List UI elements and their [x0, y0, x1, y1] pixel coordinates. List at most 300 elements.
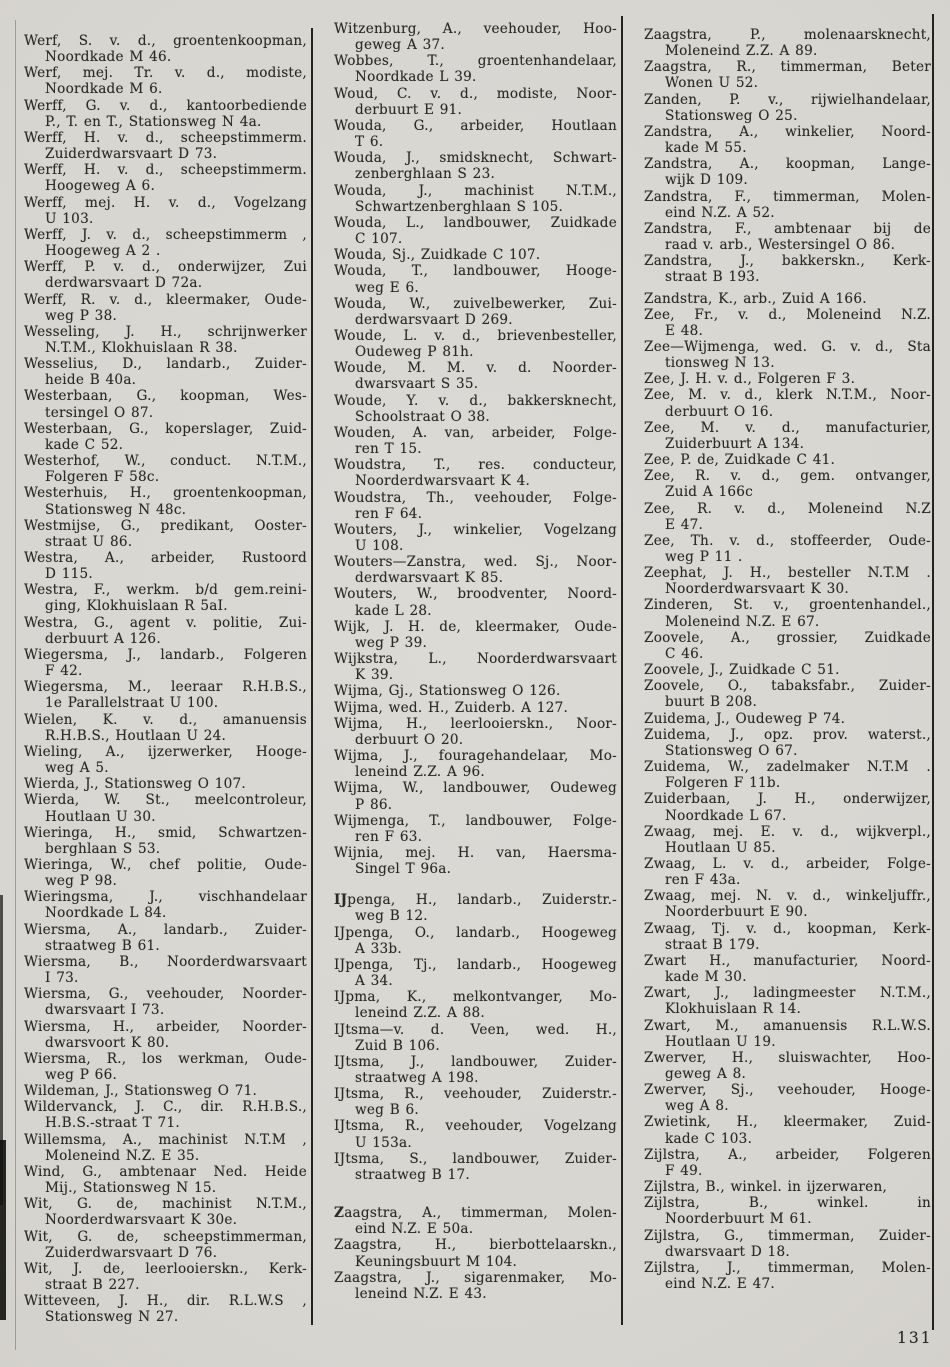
directory-entry — [334, 683, 617, 699]
entry-line: Werff, J. v. d., scheepstimmerm , — [24, 226, 307, 243]
entry-line: E 48. — [665, 322, 704, 339]
directory-entry — [24, 65, 307, 97]
entry-line: Witteveen, J. H., dir. R.L.W.S , — [24, 1293, 307, 1310]
directory-entry — [334, 360, 617, 392]
entry-line: Woude, L. v. d., brievenbesteller, — [334, 327, 617, 344]
directory-entry — [644, 662, 931, 678]
entry-line: Zandstra, F., ambtenaar bij de — [644, 220, 931, 237]
directory-entry — [644, 221, 931, 253]
entry-line: Wit, G. de, scheepstimmerman, — [24, 1228, 307, 1245]
entry-line: tersingel O 87. — [45, 404, 154, 421]
entry-line: Wiersma, G., veehouder, Noorder- — [24, 986, 307, 1003]
entry-line: F 49. — [665, 1162, 703, 1179]
entry-line: Zwietink, H., kleermaker, Zuid- — [644, 1114, 931, 1131]
entry-line: derbuurt O 20. — [355, 731, 464, 748]
directory-entry — [644, 791, 931, 823]
directory-entry — [334, 183, 617, 215]
entry-line: Wouters—Zanstra, wed. Sj., Noor- — [334, 554, 617, 571]
entry-line: Westra, A., arbeider, Rustoord — [24, 550, 307, 566]
directory-column-3 — [644, 27, 931, 1292]
entry-line: Woud, C. v. d., modiste, Noor- — [334, 85, 617, 102]
entry-line: Werff, R. v. d., kleermaker, Oude- — [24, 291, 307, 308]
directory-entry — [24, 679, 307, 711]
directory-entry — [24, 889, 307, 921]
entry-line: raad v. arb., Westersingel O 86. — [665, 237, 896, 254]
entry-line: Witzenburg, A., veehouder, Hoo- — [334, 21, 617, 37]
entry-line: IJpenga, H., landarb., Zuiderstr.- — [334, 892, 617, 909]
entry-line: Zee, Th. v. d., stoffeerder, Oude- — [644, 532, 931, 549]
entry-line: dwarsvaart S 35. — [355, 376, 479, 393]
entry-line: tionsweg N 13. — [665, 355, 775, 372]
directory-entry — [334, 393, 617, 425]
directory-entry — [644, 253, 931, 285]
entry-line: C 46. — [665, 645, 704, 662]
entry-line: Noorderbuurt M 61. — [665, 1211, 812, 1228]
entry-line: Zwaag, mej. E. v. d., wijkverpl., — [644, 823, 931, 840]
directory-entry — [644, 1114, 931, 1146]
entry-line: straat U 86. — [45, 533, 133, 550]
entry-line: ging, Klokhuislaan R 5aI. — [45, 598, 228, 615]
directory-entry — [334, 957, 617, 989]
directory-entry — [644, 953, 931, 985]
entry-line: A 34. — [355, 973, 394, 990]
entry-line: Zee, R. v. d., gem. ontvanger, — [644, 468, 931, 485]
entry-line: Zee—Wijmenga, wed. G. v. d., Sta — [644, 338, 931, 355]
entry-line: Moleneind N.Z. E 35. — [45, 1147, 200, 1164]
entry-line: weg P 11 . — [665, 549, 743, 565]
entry-line: Werff, G. v. d., kantoorbediende — [24, 97, 307, 114]
entry-line: Wijmenga, T., landbouwer, Folge- — [334, 812, 617, 829]
entry-line: Werff, H. v. d., scheepstimmerm. — [24, 129, 307, 146]
entry-line: Wind, G., ambtenaar Ned. Heide — [24, 1163, 307, 1180]
entry-line: Zijlstra, B., winkel. in — [644, 1195, 931, 1212]
entry-line: Wiersma, B., Noorderdwarsvaart — [24, 953, 307, 970]
entry-line: U 108. — [355, 538, 404, 554]
directory-entry — [644, 468, 931, 500]
directory-entry — [24, 421, 307, 453]
directory-entry — [334, 1118, 617, 1150]
entry-line: Zoovele, O., tabaksfabr., Zuider- — [644, 678, 931, 695]
entry-line: dwarsvoort K 80. — [45, 1034, 170, 1051]
entry-line: Singel T 96a. — [355, 861, 452, 878]
entry-line: Wouda, T., landbouwer, Hooge- — [334, 263, 617, 280]
entry-line: leneind N.Z. E 43. — [355, 1285, 487, 1302]
entry-line: geweg A 8. — [665, 1066, 747, 1082]
entry-line: Wierda, W. St., meelcontroleur, — [24, 792, 307, 809]
directory-entry — [644, 371, 931, 387]
directory-entry — [644, 59, 931, 91]
entry-line: Wouda, W., zuivelbewerker, Zui- — [334, 295, 617, 312]
entry-line: Stationsweg N 48c. — [45, 501, 187, 518]
entry-line: Zee, P. de, Zuidkade C 41. — [644, 452, 836, 469]
entry-line: Wijma, J., fouragehandelaar, Mo- — [334, 748, 617, 765]
column-divider-right — [932, 14, 934, 1330]
directory-entry — [334, 1054, 617, 1086]
entry-line: IJtsma, J., landbouwer, Zuider- — [334, 1053, 617, 1070]
entry-line: Wieringa, W., chef politie, Oude- — [24, 856, 307, 873]
entry-line: straat B 193. — [665, 269, 760, 286]
directory-entry — [334, 1086, 617, 1118]
entry-line: Stationsweg N 27. — [45, 1309, 179, 1326]
entry-line: Wouters, W., broodventer, Noord- — [334, 586, 617, 603]
directory-entry — [334, 150, 617, 182]
entry-line: D 115. — [45, 566, 93, 583]
directory-entry — [644, 856, 931, 888]
directory-entry — [24, 922, 307, 954]
entry-line: Westmijse, G., predikant, Ooster- — [24, 517, 307, 534]
entry-line: Willemsma, A., machinist N.T.M , — [24, 1131, 307, 1148]
entry-line: Zaagstra, R., timmerman, Beter — [644, 59, 931, 76]
entry-line: kade C 52. — [45, 436, 124, 453]
directory-entry — [644, 156, 931, 188]
entry-line: U 103. — [45, 210, 94, 227]
entry-line: Zuid A 166c — [665, 484, 754, 501]
entry-line: eind N.Z. E 47. — [665, 1276, 775, 1293]
entry-line: derbuurt A 126. — [45, 630, 161, 647]
entry-line: Wijkstra, L., Noorderdwarsvaart — [334, 651, 617, 668]
directory-entry — [334, 263, 617, 295]
entry-line: Zijlstra, J., timmerman, Molen- — [644, 1259, 931, 1276]
directory-entry — [644, 307, 931, 339]
entry-line: Woude, Y. v. d., bakkersknecht, — [334, 392, 617, 409]
entry-line: derdwarsvaart D 72a. — [45, 275, 203, 292]
entry-line: F 42. — [45, 663, 83, 680]
entry-line: Zeephat, J. H., besteller N.T.M . — [644, 565, 931, 582]
entry-line: Zaagstra, P., molenaarsknecht, — [644, 27, 931, 43]
directory-entry — [334, 328, 617, 360]
entry-line: Zandstra, J., bakkerskn., Kerk- — [644, 253, 931, 270]
entry-line: Wiersma, A., landarb., Zuider- — [24, 921, 307, 938]
entry-line: Zuiderdwarsvaart D 73. — [45, 146, 218, 163]
entry-line: kade M 30. — [665, 969, 747, 986]
entry-line: dwarsvaart D 18. — [665, 1243, 790, 1260]
entry-line: Moleneind Z.Z. A 89. — [665, 43, 818, 60]
directory-entry — [334, 1270, 617, 1302]
directory-entry — [24, 98, 307, 130]
entry-line: Wouda, Sj., Zuidkade C 107. — [334, 247, 541, 264]
directory-entry — [334, 1151, 617, 1183]
entry-line: Werff, P. v. d., onderwijzer, Zui — [24, 259, 307, 276]
entry-line: Wit, J. de, leerlooierskn., Kerk- — [24, 1260, 307, 1277]
entry-line: weg A 5. — [45, 760, 109, 777]
entry-line: wijk D 109. — [665, 172, 748, 189]
entry-line: Wiersma, H., arbeider, Noorder- — [24, 1018, 307, 1035]
entry-line: Wit, G. de, machinist N.T.M., — [24, 1196, 307, 1213]
column-divider-left — [311, 28, 313, 1325]
entry-line: Werff, mej. H. v. d., Vogelzang — [24, 194, 307, 211]
entry-line: Zuidema, J., Oudeweg P 74. — [644, 710, 846, 727]
directory-entry — [644, 565, 931, 597]
entry-line: IJpenga, O., landarb., Hoogeweg — [334, 924, 617, 941]
entry-line: Westerbaan, G., koperslager, Zuid- — [24, 420, 307, 437]
entry-line: Noorderdwarsvaart K 30. — [665, 581, 849, 598]
entry-line: berghlaan S 53. — [45, 840, 161, 857]
entry-line: IJpma, K., melkontvanger, Mo- — [334, 989, 617, 1006]
entry-line: Werff, H. v. d., scheepstimmerm. — [24, 162, 307, 179]
entry-line: IJtsma, R., veehouder, Zuiderstr.- — [334, 1086, 617, 1103]
entry-line: kade M 55. — [665, 140, 747, 157]
directory-entry — [24, 1164, 307, 1196]
entry-line: C 107. — [355, 231, 403, 248]
directory-entry — [24, 825, 307, 857]
directory-entry — [644, 92, 931, 124]
directory-entry — [334, 892, 617, 924]
entry-line: Zoovele, A., grossier, Zuidkade — [644, 629, 931, 646]
directory-entry — [334, 651, 617, 683]
directory-entry — [334, 925, 617, 957]
directory-entry — [24, 388, 307, 420]
entry-line: Zaagstra, H., bierbottelaarskn., — [334, 1237, 617, 1254]
entry-line: buurt B 208. — [665, 694, 758, 711]
directory-entry — [644, 27, 931, 59]
entry-line: Noorderdwarsvaart K 30e. — [45, 1212, 238, 1229]
directory-entry — [334, 619, 617, 651]
entry-line: Wildervanck, J. C., dir. R.H.B.S., — [24, 1099, 307, 1116]
directory-entry — [24, 195, 307, 227]
entry-line: Wouden, A. van, arbeider, Folge- — [334, 424, 617, 441]
entry-line: Werf, mej. Tr. v. d., modiste, — [24, 65, 307, 82]
directory-entry — [644, 824, 931, 856]
directory-entry — [24, 485, 307, 517]
entry-line: Westerhof, W., conduct. N.T.M., — [24, 453, 307, 470]
entry-line: Keuningsbuurt M 104. — [355, 1253, 518, 1270]
directory-entry — [644, 1018, 931, 1050]
entry-line: geweg A 37. — [355, 37, 445, 54]
entry-line: eind N.Z. A 52. — [665, 204, 775, 221]
directory-entry — [334, 425, 617, 457]
directory-entry — [334, 813, 617, 845]
entry-line: Oudeweg P 81h. — [355, 344, 474, 361]
entry-line: P., T. en T., Stationsweg N 4a. — [45, 113, 262, 130]
entry-line: IJtsma, R., veehouder, Vogelzang — [334, 1118, 617, 1135]
entry-line: Schoolstraat O 38. — [355, 408, 490, 425]
entry-line: straatweg B 17. — [355, 1166, 470, 1183]
entry-line: weg A 8. — [665, 1098, 729, 1115]
directory-entry — [644, 339, 931, 371]
entry-line: IJtsma, S., landbouwer, Zuider- — [334, 1150, 617, 1167]
entry-line: leneind Z.Z. A 96. — [355, 764, 485, 781]
entry-line: Schwartzenberghlaan S 105. — [355, 198, 564, 215]
entry-line: Westerbaan, G., koopman, Wes- — [24, 388, 307, 405]
entry-line: Noordkade M 46. — [45, 49, 172, 66]
entry-line: Zwart, M., amanuensis R.L.W.S. — [644, 1017, 931, 1034]
entry-line: Wieringsma, J., vischhandelaar — [24, 889, 307, 906]
entry-line: Zuid B 106. — [355, 1037, 440, 1054]
directory-entry — [644, 501, 931, 533]
entry-line: Wijma, H., leerlooierskn., Noor- — [334, 715, 617, 732]
directory-entry — [24, 324, 307, 356]
entry-line: Wonen U 52. — [665, 75, 759, 92]
directory-entry — [644, 1260, 931, 1292]
directory-entry — [644, 124, 931, 156]
directory-entry — [24, 33, 307, 65]
column-divider-middle — [621, 16, 623, 1325]
directory-entry — [644, 985, 931, 1017]
entry-line: Westra, G., agent v. politie, Zui- — [24, 614, 307, 631]
directory-entry — [24, 453, 307, 485]
entry-line: Zwart, J., ladingmeester N.T.M., — [644, 985, 931, 1002]
entry-line: Zinderen, St. v., groentenhandel., — [644, 597, 931, 614]
entry-line: Zaagstra, J., sigarenmaker, Mo- — [334, 1269, 617, 1286]
directory-entry — [644, 291, 931, 307]
entry-line: I 73. — [45, 970, 79, 987]
entry-line: derdwarsvaart D 269. — [355, 311, 513, 328]
entry-line: Zandstra, A., koopman, Lange- — [644, 156, 931, 173]
directory-entry — [644, 630, 931, 662]
entry-line: Wiegersma, M., leeraar R.H.B.S., — [24, 679, 307, 696]
section-letter: IJ — [334, 892, 348, 909]
entry-line: weg P 66. — [45, 1067, 118, 1083]
directory-column-1 — [24, 33, 307, 1326]
entry-line: Stationsweg O 25. — [665, 107, 798, 124]
entry-line: Westra, F., werkm. b/d gem.reini- — [24, 582, 307, 599]
entry-line: Noorderbuurt E 90. — [665, 904, 808, 921]
directory-entry — [334, 86, 617, 118]
entry-line: Houtlaan U 85. — [665, 839, 776, 856]
directory-entry — [334, 490, 617, 522]
scan-page-edge — [15, 20, 16, 1350]
directory-entry — [644, 888, 931, 920]
entry-line: Zwerver, H., sluiswachter, Hoo- — [644, 1049, 931, 1066]
directory-entry — [334, 700, 617, 716]
entry-line: IJtsma—v. d. Veen, wed. H., — [334, 1021, 617, 1038]
directory-entry — [24, 1261, 307, 1293]
entry-line: Zwaag, Tj. v. d., koopman, Kerk- — [644, 920, 931, 937]
directory-entry — [24, 227, 307, 259]
entry-line: Hoogeweg A 2 . — [45, 243, 161, 260]
directory-entry — [644, 1050, 931, 1082]
entry-line: Wijma, wed. H., Zuiderb. A 127. — [334, 699, 569, 716]
directory-entry — [334, 1022, 617, 1054]
entry-line: Woudstra, T., res. conducteur, — [334, 457, 617, 474]
entry-line: U 153a. — [355, 1134, 412, 1151]
entry-line: Wijk, J. H. de, kleermaker, Oude- — [334, 618, 617, 635]
entry-line: A 33b. — [355, 940, 402, 957]
directory-entry — [644, 1195, 931, 1227]
entry-line: Klokhuislaan R 14. — [665, 1001, 802, 1018]
entry-line: ren F 63. — [355, 828, 423, 845]
entry-line: weg P 39. — [355, 634, 428, 651]
entry-line: Wouda, J., smidsknecht, Schwart- — [334, 150, 617, 167]
entry-line: heide B 40a. — [45, 372, 137, 389]
entry-line: Wielen, K. v. d., amanuensis — [24, 711, 307, 728]
entry-line: Zuidema, J., opz. prov. waterst., — [644, 726, 931, 743]
entry-line: Wiegersma, J., landarb., Folgeren — [24, 646, 307, 663]
directory-entry — [334, 457, 617, 489]
entry-line: Zijlstra, B., winkel. in ijzerwaren, — [644, 1179, 888, 1196]
directory-entry — [334, 53, 617, 85]
entry-line: Zuiderbuurt A 134. — [665, 435, 805, 452]
entry-line: Zijlstra, A., arbeider, Folgeren — [644, 1146, 931, 1163]
directory-entry — [24, 550, 307, 582]
entry-line: weg B 12. — [355, 908, 428, 925]
section-letter: Z — [334, 1205, 345, 1222]
entry-line: straatweg A 198. — [355, 1070, 479, 1086]
entry-line: Moleneind N.Z. E 67. — [665, 613, 820, 630]
directory-entry — [644, 387, 931, 419]
entry-line: Wijma, W., landbouwer, Oudeweg — [334, 780, 617, 797]
directory-entry — [24, 615, 307, 647]
entry-line: Wouda, L., landbouwer, Zuidkade — [334, 214, 617, 231]
directory-entry — [334, 118, 617, 150]
directory-entry — [24, 356, 307, 388]
entry-line: Zuiderbaan, J. H., onderwijzer, — [644, 791, 931, 808]
entry-line: Zijlstra, G., timmerman, Zuider- — [644, 1227, 931, 1244]
entry-line: Zoovele, J., Zuidkade C 51. — [644, 662, 840, 679]
entry-line: Noordkade M 6. — [45, 81, 163, 98]
entry-line: N.T.M., Klokhuislaan R 38. — [45, 339, 238, 356]
directory-entry — [24, 1019, 307, 1051]
entry-line: Zwaag, L. v. d., arbeider, Folge- — [644, 855, 931, 872]
entry-line: zenberghlaan S 23. — [355, 166, 496, 183]
entry-line: Folgeren F 11b. — [665, 775, 781, 792]
entry-line: Zee, M. v. d., klerk N.T.M., Noor- — [644, 387, 931, 404]
directory-entry — [24, 1051, 307, 1083]
entry-line: P 86. — [355, 796, 393, 813]
entry-line: weg P 98. — [45, 873, 118, 890]
entry-line: 1e Parallelstraat U 100. — [45, 695, 219, 712]
directory-column-2 — [334, 21, 617, 1302]
entry-line: Wieling, A., ijzerwerker, Hooge- — [24, 743, 307, 760]
entry-line: eind N.Z. E 50a. — [355, 1221, 474, 1238]
entry-line: Zandstra, F., timmerman, Molen- — [644, 188, 931, 205]
entry-line: Zee, M. v. d., manufacturier, — [644, 419, 931, 436]
entry-line: Wiersma, R., los werkman, Oude- — [24, 1050, 307, 1067]
entry-line: IJpenga, Tj., landarb., Hoogeweg — [334, 956, 617, 973]
directory-entry — [334, 586, 617, 618]
entry-line: dwarsvaart I 73. — [45, 1002, 165, 1019]
directory-entry — [644, 921, 931, 953]
directory-entry — [24, 647, 307, 679]
directory-entry — [644, 420, 931, 452]
directory-entry — [334, 716, 617, 748]
directory-entry — [24, 1229, 307, 1261]
entry-line: Wobbes, T., groentenhandelaar, — [334, 53, 617, 70]
directory-entry — [24, 954, 307, 986]
entry-line: T 6. — [355, 134, 384, 151]
directory-entry — [644, 533, 931, 565]
entry-line: Houtlaan U 30. — [45, 808, 156, 825]
entry-line: derbuurt E 91. — [355, 101, 463, 118]
entry-line: Hoogeweg A 6. — [45, 178, 156, 195]
entry-line: ren T 15. — [355, 441, 422, 458]
directory-entry — [24, 1083, 307, 1099]
entry-line: Wildeman, J., Stationsweg O 71. — [24, 1083, 258, 1100]
directory-entry — [24, 986, 307, 1018]
entry-line: Houtlaan U 19. — [665, 1033, 776, 1050]
directory-entry — [334, 845, 617, 877]
entry-line: Werf, S. v. d., groentenkoopman, — [24, 33, 307, 49]
directory-entry — [644, 597, 931, 629]
entry-line: E 47. — [665, 516, 704, 533]
entry-line: Noordkade L 39. — [355, 69, 477, 86]
entry-line: H.B.S.-straat T 71. — [45, 1115, 180, 1132]
directory-entry — [24, 744, 307, 776]
directory-entry — [24, 1099, 307, 1131]
directory-entry — [24, 130, 307, 162]
entry-line: Noordkade L 67. — [665, 807, 787, 824]
entry-line: Zee, J. H. v. d., Folgeren F 3. — [644, 371, 856, 388]
entry-line: Wesselius, D., landarb., Zuider- — [24, 356, 307, 373]
entry-line: Wesseling, J. H., schrijnwerker — [24, 323, 307, 340]
directory-entry — [334, 522, 617, 554]
entry-line: derdwarsvaart K 85. — [355, 570, 504, 587]
directory-entry — [334, 296, 617, 328]
directory-entry — [644, 1228, 931, 1260]
entry-line: Zandstra, K., arb., Zuid A 166. — [644, 290, 867, 307]
entry-line: Wijnia, mej. H. van, Haersma- — [334, 844, 617, 861]
entry-line: kade L 28. — [355, 602, 432, 619]
